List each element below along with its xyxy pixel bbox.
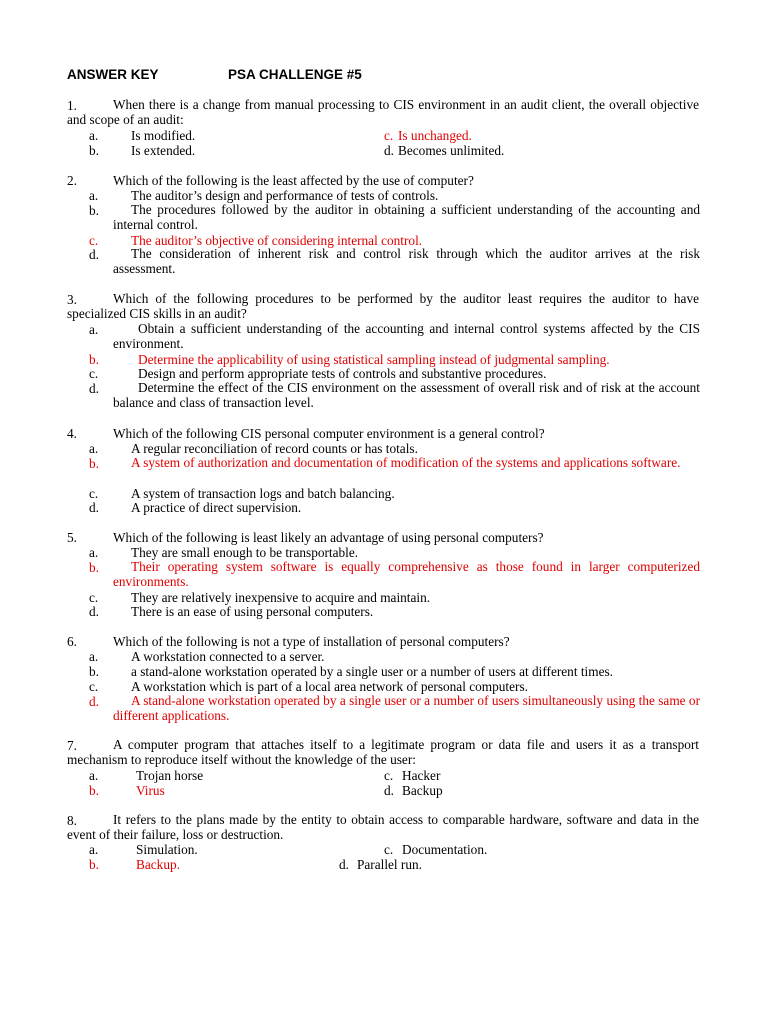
q2-option-c-letter: c. [89,233,99,248]
q4-option-b-letter: b. [89,456,99,471]
q8-option-b-letter: b. [89,857,99,872]
q5-option-c-letter: c. [89,590,99,605]
q1-option-d-letter: d. [384,143,394,158]
q8-option-c-letter: c. [384,842,394,857]
question-5-stem: Which of the following is least likely an advantage of using personal computers? [113,530,544,545]
q2-option-c-answer: The auditor’s objective of considering internal control. [131,233,423,248]
q3-option-c: Design and perform appropriate tests of controls and substantive procedures. [138,366,547,381]
q6-option-c: A workstation which is part of a local area network of personal computers. [131,679,528,694]
q2-option-a: The auditor’s design and performance of tests of controls. [131,188,439,203]
q5-option-c: They are relatively inexpensive to acquire and maintain. [131,590,431,605]
q2-option-d-letter: d. [89,247,99,262]
question-5-number: 5. [67,530,77,545]
question-4-number: 4. [67,426,77,441]
q4-option-d: A practice of direct supervision. [131,500,302,515]
q2-option-b-letter: b. [89,203,99,218]
q2-option-a-letter: a. [89,188,99,203]
question-2-stem: Which of the following is the least affected by the use of computer? [113,173,474,188]
q4-option-a: A regular reconciliation of record counts or has totals. [131,441,418,456]
q6-option-a: A workstation connected to a server. [131,649,325,664]
question-8-number: 8. [67,813,77,828]
q3-option-c-letter: c. [89,366,99,381]
question-7-stem: A computer program that attaches itself to a legitimate program or data file and users it as a transport mechanism to reproduce itself without the knowledge of the user: [67,737,699,767]
q2-option-d: The consideration of inherent risk and control risk through which the auditor arrives at the risk assessment. [113,246,700,276]
q6-option-c-letter: c. [89,679,99,694]
q4-option-c-letter: c. [89,486,99,501]
q1-option-a-letter: a. [89,128,99,143]
q7-option-c: Hacker [402,768,441,783]
q1-option-a: Is modified. [131,128,196,143]
q6-option-b-letter: b. [89,664,99,679]
q6-option-d-letter: d. [89,694,99,709]
q7-option-a-letter: a. [89,768,99,783]
q8-option-a-letter: a. [89,842,99,857]
q1-option-c-answer: Is unchanged. [398,128,472,143]
q2-option-b: The procedures followed by the auditor in obtaining a sufficient understanding of the accounting and internal control. [113,202,700,232]
q6-option-d-answer: A stand-alone workstation operated by a single user or a number of users simultaneously using the same or different applications. [113,693,700,723]
q5-option-b-answer: Their operating system software is equally comprehensive as those found in larger computerized environments. [113,559,700,589]
question-1-number: 1. [67,98,77,113]
question-1-stem: When there is a change from manual processing to CIS environment in an audit client, the overall objective and scope of an audit: [67,97,699,127]
q8-option-d: Parallel run. [357,857,422,872]
answer-key-heading: ANSWER KEY [67,67,159,82]
challenge-title: PSA CHALLENGE #5 [228,67,362,82]
q5-option-a-letter: a. [89,545,99,560]
q3-option-b-answer: Determine the applicability of using statistical sampling instead of judgmental sampling. [138,352,610,367]
q8-option-b-answer: Backup. [136,857,180,872]
q7-option-a: Trojan horse [136,768,204,783]
q4-option-c: A system of transaction logs and batch balancing. [131,486,395,501]
q1-option-c-letter: c. [384,128,394,143]
q7-option-b-letter: b. [89,783,99,798]
question-3-stem: Which of the following procedures to be performed by the auditor least requires the auditor to have specialized CIS skills in an audit? [67,291,699,321]
q5-option-b-letter: b. [89,560,99,575]
q1-option-b: Is extended. [131,143,196,158]
question-6-stem: Which of the following is not a type of installation of personal computers? [113,634,510,649]
q7-option-c-letter: c. [384,768,394,783]
q6-option-b: a stand-alone workstation operated by a single user or a number of users at different times. [131,664,613,679]
q7-option-b-answer: Virus [136,783,165,798]
q1-option-d: Becomes unlimited. [398,143,505,158]
q3-option-a-letter: a. [89,322,99,337]
q8-option-d-letter: d. [339,857,349,872]
q3-option-b-letter: b. [89,352,99,367]
q7-option-d: Backup [402,783,443,798]
question-3-number: 3. [67,292,77,307]
q1-option-b-letter: b. [89,143,99,158]
q6-option-a-letter: a. [89,649,99,664]
q3-option-a: Obtain a sufficient understanding of the accounting and internal control systems affected by the CIS environment. [113,321,700,351]
q5-option-d-letter: d. [89,604,99,619]
q4-option-a-letter: a. [89,441,99,456]
question-8-stem: It refers to the plans made by the entity to obtain access to comparable hardware, software and data in the event of their failure, loss or destruction. [67,812,699,842]
q3-option-d: Determine the effect of the CIS environment on the assessment of overall risk and of risk at the account balance and class of transaction level. [113,380,700,410]
q4-option-d-letter: d. [89,500,99,515]
q8-option-c: Documentation. [402,842,488,857]
q7-option-d-letter: d. [384,783,394,798]
q8-option-a: Simulation. [136,842,198,857]
q4-option-b-answer: A system of authorization and documentation of modification of the systems and applications software. [131,455,681,470]
q5-option-a: They are small enough to be transportable. [131,545,359,560]
question-7-number: 7. [67,738,77,753]
q5-option-d: There is an ease of using personal computers. [131,604,374,619]
question-6-number: 6. [67,634,77,649]
q3-option-d-letter: d. [89,381,99,396]
question-2-number: 2. [67,173,77,188]
question-4-stem: Which of the following CIS personal computer environment is a general control? [113,426,545,441]
